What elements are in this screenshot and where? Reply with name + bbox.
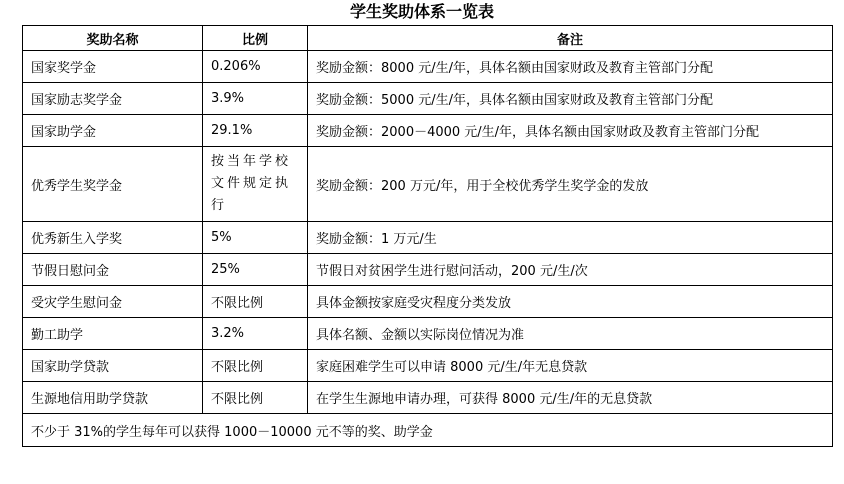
- footer-note: 不少于 31%的学生每年可以获得 1000－10000 元不等的奖、助学金: [23, 414, 833, 447]
- header-ratio: 比例: [203, 26, 308, 51]
- cell-ratio: 不限比例: [203, 350, 308, 382]
- cell-note: 奖励金额：1 万元/生: [308, 222, 833, 254]
- cell-ratio: 不限比例: [203, 382, 308, 414]
- table-row: [23, 51, 833, 83]
- cell-ratio: 0.206%: [203, 51, 308, 83]
- header-note: 备注: [308, 26, 833, 51]
- cell-note: 节假日对贫困学生进行慰问活动，200 元/生/次: [308, 254, 833, 286]
- cell-note: 具体金额按家庭受灾程度分类发放: [308, 286, 833, 318]
- cell-name: 受灾学生慰问金: [23, 286, 203, 318]
- cell-name: 勤工助学: [23, 318, 203, 350]
- cell-ratio: 25%: [203, 254, 308, 286]
- table-footer-row: [23, 414, 833, 447]
- cell-name: 国家奖学金: [23, 51, 203, 83]
- cell-note: 家庭困难学生可以申请 8000 元/生/年无息贷款: [308, 350, 833, 382]
- table-row: [23, 286, 833, 318]
- cell-ratio: 5%: [203, 222, 308, 254]
- table-row: [23, 222, 833, 254]
- table-row: [23, 350, 833, 382]
- cell-note: 奖励金额：8000 元/生/年，具体名额由国家财政及教育主管部门分配: [308, 51, 833, 83]
- cell-name: 国家助学贷款: [23, 350, 203, 382]
- cell-ratio: 不限比例: [203, 286, 308, 318]
- cell-note: 奖励金额：2000－4000 元/生/年，具体名额由国家财政及教育主管部门分配: [308, 115, 833, 147]
- page-title: 学生奖助体系一览表: [349, 2, 494, 21]
- table-row: [23, 115, 833, 147]
- cell-note: 在学生生源地申请办理，可获得 8000 元/生/年的无息贷款: [308, 382, 833, 414]
- cell-note: 奖励金额：200 万元/年，用于全校优秀学生奖学金的发放: [308, 147, 833, 222]
- table-row: [23, 147, 833, 222]
- cell-note: 奖励金额：5000 元/生/年，具体名额由国家财政及教育主管部门分配: [308, 83, 833, 115]
- table-row: [23, 83, 833, 115]
- cell-ratio: 29.1%: [203, 115, 308, 147]
- table-row: [23, 318, 833, 350]
- cell-ratio: 3.9%: [203, 83, 308, 115]
- cell-note: 具体名额、金额以实际岗位情况为准: [308, 318, 833, 350]
- cell-name: 节假日慰问金: [23, 254, 203, 286]
- table-header-row: [23, 26, 833, 51]
- cell-name: 生源地信用助学贷款: [23, 382, 203, 414]
- cell-ratio: 3.2%: [203, 318, 308, 350]
- cell-name: 国家助学金: [23, 115, 203, 147]
- scholarship-table: [22, 25, 833, 447]
- table-row: [23, 254, 833, 286]
- header-name: 奖助名称: [23, 26, 203, 51]
- table-row: [23, 382, 833, 414]
- cell-name: 国家励志奖学金: [23, 83, 203, 115]
- cell-ratio: 按当年学校文件规定执行: [203, 147, 308, 222]
- cell-name: 优秀新生入学奖: [23, 222, 203, 254]
- cell-name: 优秀学生奖学金: [23, 147, 203, 222]
